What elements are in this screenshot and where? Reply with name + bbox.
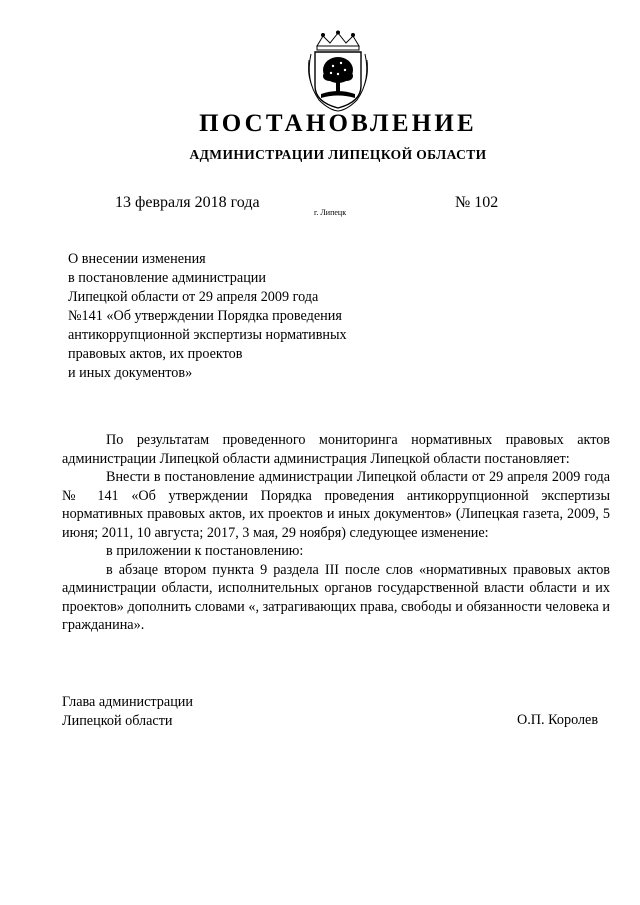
subject-line: антикоррупционной экспертизы нормативных [68, 327, 347, 343]
body-paragraph: По результатам проведенного мониторинга нормативных правовых актов администрации Липецкой области администрация Липецкой области постановляет: [62, 432, 610, 467]
signatory-name: О.П. Королев [517, 712, 599, 728]
subject-line: №141 «Об утверждении Порядка проведения [68, 308, 342, 324]
document-number: № 102 [455, 194, 499, 211]
subject-line: в постановление администрации [68, 270, 266, 286]
document-city: г. Липецк [314, 208, 347, 217]
signatory-position-line: Липецкой области [62, 713, 173, 729]
body-paragraph: в абзаце втором пункта 9 раздела III после слов «нормативных правовых актов администрации области, исполнительных органов государственной власти области и их проектов» дополнить словами «, затрагивающих права, свободы и обязанности человека и гражданина». [62, 561, 610, 633]
document-body [62, 431, 610, 635]
subject-line: правовых актов, их проектов [68, 346, 243, 362]
coat-of-arms-icon [303, 30, 373, 112]
subject-line: О внесении изменения [68, 251, 206, 267]
document-date: 13 февраля 2018 года [115, 194, 260, 211]
signatory-position [62, 693, 193, 731]
subject-line: Липецкой области от 29 апреля 2009 года [68, 289, 319, 305]
document-subject [68, 250, 388, 383]
subject-line: и иных документов» [68, 365, 193, 381]
document-title: ПОСТАНОВЛЕНИЕ [199, 110, 477, 137]
signatory-position-line: Глава администрации [62, 694, 193, 710]
body-paragraph: Внести в постановление администрации Липецкой области от 29 апреля 2009 года № 141 «Об утверждении Порядка проведения антикоррупционной экспертизы нормативных правовых актов, их проектов и иных документов» (Липецкая газета, 2009, 5 июня; 2011, 10 августа; 2017, 3 мая, 29 ноября) следующее изменение: [62, 469, 610, 541]
body-paragraph: в приложении к постановлению: [106, 543, 304, 559]
document-subtitle: АДМИНИСТРАЦИИ ЛИПЕЦКОЙ ОБЛАСТИ [189, 147, 487, 162]
